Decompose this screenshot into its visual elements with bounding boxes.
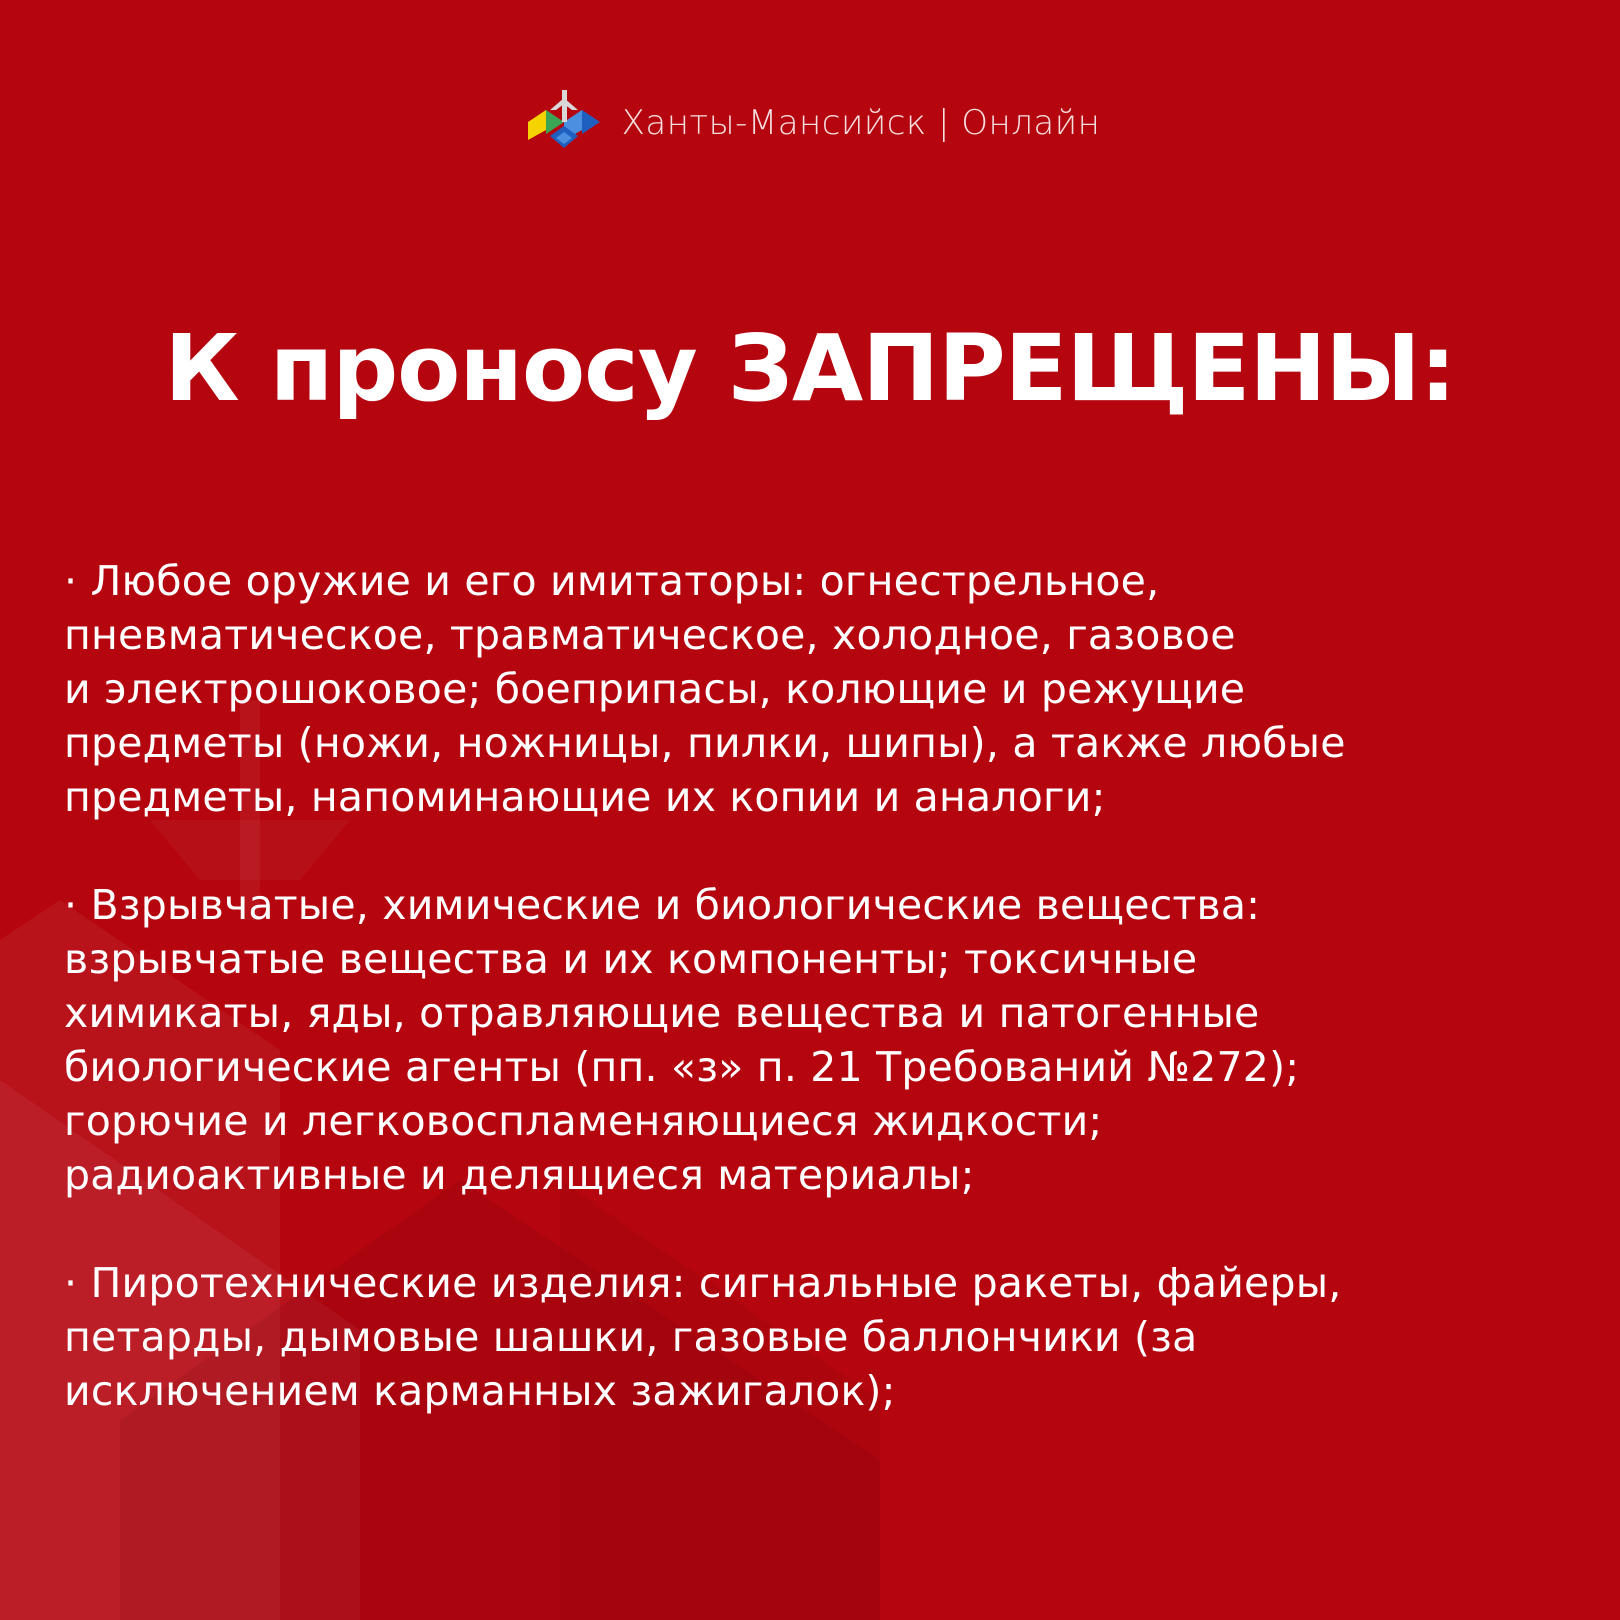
brand-header [0, 78, 1620, 168]
page-title: К проносу ЗАПРЕЩЕНЫ: [164, 315, 1456, 422]
list-item-weapons: · Любое оружие и его имитаторы: огнестрельное, пневматическое, травматическое, холодное, газовое и электрошоковое; боеприпасы, колющие и режущие предметы (ножи, ножницы, пилки, шипы), а также любые предметы, напоминающие их копии и аналоги; [64, 557, 1346, 821]
khanty-mansiysk-online-logo-icon [520, 78, 610, 168]
brand-name: Ханты-Мансийск | Онлайн [621, 103, 1101, 143]
prohibited-items-list [64, 554, 1564, 1472]
list-item-pyrotechnics: · Пиротехнические изделия: сигнальные ракеты, файеры, петарды, дымовые шашки, газовые баллончики (за исключением карманных зажигалок); [64, 1259, 1342, 1415]
list-item-substances: · Взрывчатые, химические и биологические вещества: взрывчатые вещества и их компоненты; токсичные химикаты, яды, отравляющие вещества и патогенные биологические агенты (пп. «з» п. 21 Требований №272); горючие и легковоспламеняющиеся жидкости; радиоактивные и делящиеся материалы; [64, 881, 1300, 1199]
